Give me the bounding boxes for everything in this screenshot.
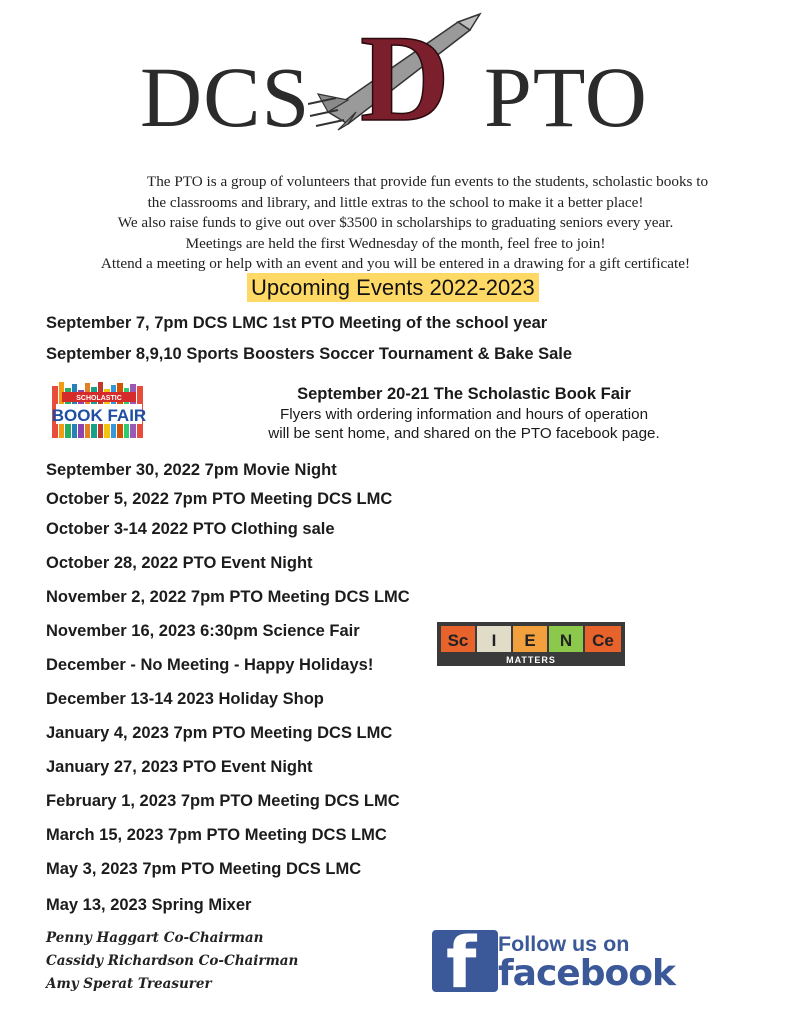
event-item: February 1, 2023 7pm PTO Meeting DCS LMC xyxy=(46,792,400,810)
event-item: December 13-14 2023 Holiday Shop xyxy=(46,690,324,708)
event-item: May 3, 2023 7pm PTO Meeting DCS LMC xyxy=(46,860,362,878)
science-tile: N xyxy=(559,631,573,650)
rocket-d-logo-icon xyxy=(308,12,483,132)
officer-name: Cassidy Richardson Co-Chairman xyxy=(46,953,299,969)
science-tile: Ce xyxy=(592,631,614,650)
pto-officers xyxy=(46,927,298,996)
intro-line: the classrooms and library, and little extras to the school to make it a better place! xyxy=(147,193,644,211)
book-fair-line: Flyers with ordering information and hours of operation xyxy=(279,406,649,423)
science-tile: I xyxy=(491,631,497,650)
event-item: November 2, 2022 7pm PTO Meeting DCS LMC xyxy=(46,588,410,606)
officer-name: Amy Sperat Treasurer xyxy=(46,976,212,992)
event-item: November 16, 2023 6:30pm Science Fair xyxy=(46,622,360,640)
facebook-follow-text: Follow us on xyxy=(498,932,630,956)
facebook-wordmark: facebook xyxy=(498,953,675,994)
event-item: September 8,9,10 Sports Boosters Soccer Tournament & Bake Sale xyxy=(46,345,573,363)
book-fair-badge-top: SCHOLASTIC xyxy=(76,395,122,402)
event-item: October 5, 2022 7pm PTO Meeting DCS LMC xyxy=(46,490,393,508)
event-item: January 27, 2023 PTO Event Night xyxy=(46,758,313,776)
science-tile: Sc xyxy=(447,631,469,650)
book-fair-badge-icon xyxy=(50,380,148,440)
book-fair-info xyxy=(247,383,681,443)
event-item: May 13, 2023 Spring Mixer xyxy=(46,896,252,914)
event-item: October 3-14 2022 PTO Clothing sale xyxy=(46,520,335,538)
event-item: September 30, 2022 7pm Movie Night xyxy=(46,461,337,479)
book-fair-title: September 20-21 The Scholastic Book Fair xyxy=(297,385,631,403)
logo-dcs-text: DCS xyxy=(140,49,311,145)
facebook-f-letter: f xyxy=(446,930,477,992)
event-item: January 4, 2023 7pm PTO Meeting DCS LMC xyxy=(46,724,393,742)
intro-line: The PTO is a group of volunteers that provide fun events to the students, scholastic books to xyxy=(146,173,709,190)
event-item: December - No Meeting - Happy Holidays! xyxy=(46,656,374,674)
logo-d-letter: D xyxy=(360,12,450,132)
event-item: September 7, 7pm DCS LMC 1st PTO Meeting of the school year xyxy=(46,314,548,332)
science-tile: E xyxy=(524,631,536,650)
intro-line: Meetings are held the first Wednesday of the month, feel free to join! xyxy=(185,234,606,252)
facebook-follow-link[interactable] xyxy=(432,930,675,994)
intro-line: Attend a meeting or help with an event and you will be entered in a drawing for a gift certificate! xyxy=(100,255,691,272)
dcs-pto-logo xyxy=(140,12,670,145)
event-item: March 15, 2023 7pm PTO Meeting DCS LMC xyxy=(46,826,387,844)
logo-pto-text: PTO xyxy=(484,49,648,145)
event-item: October 28, 2022 PTO Event Night xyxy=(46,554,313,572)
intro-paragraph xyxy=(0,172,791,275)
facebook-icon xyxy=(432,930,498,992)
book-fair-line: will be sent home, and shared on the PTO facebook page. xyxy=(268,425,660,442)
intro-line: We also raise funds to give out over $3500 in scholarships to graduating seniors every year. xyxy=(117,214,674,231)
book-fair-badge-bottom: BOOK FAIR xyxy=(51,406,147,425)
science-matters-badge-icon xyxy=(437,622,625,666)
science-caption: MATTERS xyxy=(506,655,556,665)
upcoming-events-heading: Upcoming Events 2022-2023 xyxy=(247,273,539,302)
officer-name: Penny Haggart Co-Chairman xyxy=(46,930,264,946)
